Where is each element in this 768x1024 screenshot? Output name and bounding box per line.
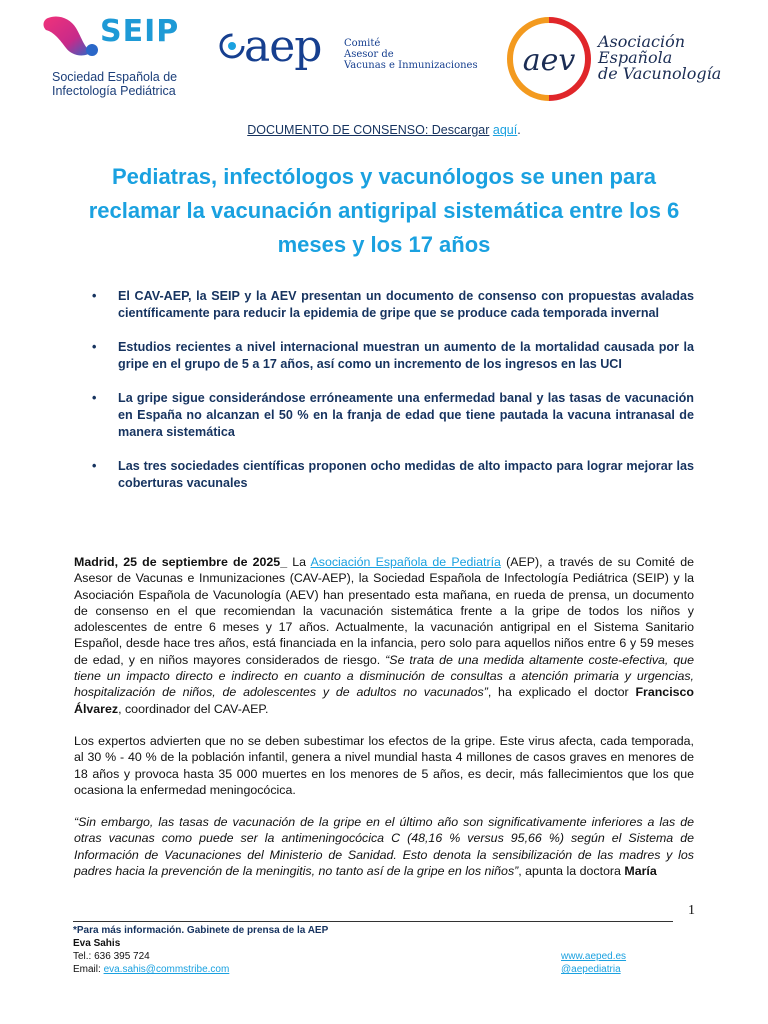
key-point: • La gripe sigue considerándose erróneamente una enfermedad banal y las tasas de vacunación en España no alcanzan el 50 % en la franja de edad que tiene pautada la vacuna intranasal de manera sistemática <box>92 390 694 441</box>
press-contact-heading: *Para más información. Gabinete de prensa de la AEP <box>73 925 329 936</box>
key-point: • Las tres sociedades científicas proponen ocho medidas de alto impacto para lograr mejorar las coberturas vacunales <box>92 458 694 492</box>
header-logos <box>0 0 768 110</box>
contact-name: Eva Sahis <box>73 938 121 949</box>
aep-subtitle: Comité Asesor de Vacunas e Inmunizaciones <box>344 38 478 71</box>
social-handle-link[interactable]: @aepediatria <box>561 964 621 975</box>
contact-email-row: Email: eva.sahis@commstribe.com @aepediatria <box>73 964 621 975</box>
quote-vaccination-rates: “Sin embargo, las tasas de vacunación de la gripe en el último año son significativamente inferiores a las de otras vacunas como puede ser la antimeningocócica C (48,16 % versus 95,66 %) según el Sistema de Información de Vacunaciones del Ministerio de Sanidad. Esto denota la sensibilización de las madres y los padres hacia la prevención de la meningitis, no tanto así de la gripe en los niños” <box>74 815 694 879</box>
aep-wordmark: aep <box>244 21 322 72</box>
aev-logo <box>504 14 744 104</box>
seip-logo <box>40 12 200 104</box>
consensus-download-line: DOCUMENTO DE CONSENSO: Descargar aquí. <box>247 123 521 137</box>
paragraph-1: Madrid, 25 de septiembre de 2025_ La Asociación Española de Pediatría (AEP), a través de su Comité de Asesor de Vacunas e Inmunizaciones (CAV-AEP), la Sociedad Española de Infectología Pediátrica (SEIP) y la Asociación Española de Vacunología (AEV) han presentado esta mañana, en rueda de prensa, un documento de consenso en el que recomiendan la vacunación sistemática frente a la gripe de todos los niños y adolescentes de entre 6 meses y 17 años. Actualmente, la vacunación antigripal en el Sistema Sanitario Español, desde hace tres años, está financiada en la infancia, pero solo para aquellos niños entre 6 y 59 meses de edad, y en niños mayores considerados de riesgo. “Se trata de una medida altamente coste-efectiva, que tiene un impacto directo e indirecto en cuanto a disminución de consultas a atención primaria y urgencias, hospitalización de niños, de adolescentes y de adultos no vacunados”, ha explicado el doctor Francisco Álvarez, coordinador del CAV-AEP. <box>74 555 694 716</box>
press-contact-footer <box>73 924 673 976</box>
dateline: Madrid, 25 de septiembre de 2025_ <box>74 555 288 569</box>
aev-emblem-icon <box>504 14 594 104</box>
doctor-name: María <box>624 864 657 879</box>
email-link[interactable]: eva.sahis@commstribe.com <box>103 964 230 975</box>
headline: Pediatras, infectólogos y vacunólogos se unen para reclamar la vacunación antigripal sistemática entre los 6 meses y los 17 años <box>88 164 680 257</box>
website-link[interactable]: www.aeped.es <box>561 951 627 962</box>
seip-subtitle: Sociedad Española de Infectología Pediátrica <box>52 70 178 98</box>
seip-emblem-icon <box>40 12 100 62</box>
key-point: • El CAV-AEP, la SEIP y la AEV presentan un documento de consenso con propuestas avaladas científicamente para reducir la epidemia de gripe que se produce cada temporada invernal <box>92 288 694 322</box>
article-body <box>74 554 694 895</box>
download-link[interactable]: aquí <box>492 123 518 137</box>
aep-logo <box>218 22 508 82</box>
paragraph-3: “Sin embargo, las tasas de vacunación de la gripe en el último año son significativamente inferiores a las de otras vacunas como puede ser la antimeningocócica C (48,16 % versus 95,66 %) según el Sistema de Información de Vacunaciones del Ministerio de Sanidad. Esto denota la sensibilización de las madres y los padres hacia la prevención de la meningitis, no tanto así de la gripe en los niños”, apunta la doctora María <box>74 815 694 879</box>
paragraph-2: Los expertos advierten que no se deben subestimar los efectos de la gripe. Este virus afecta, cada temporada, al 30 % - 40 % de la población infantil, genera a nivel mundial hasta 4 millones de casos graves en menores de 18 años y provoca hasta 35 000 muertes en los menores de 5 años, es decir, más fallecimientos que los que ocasiona la enfermedad meningocócica. <box>74 733 694 797</box>
contact-phone-row: Tel.: 636 395 724 www.aeped.es <box>73 951 627 962</box>
page-number: 1 <box>688 903 695 918</box>
aep-link[interactable]: Asociación Española de Pediatría <box>310 555 501 569</box>
key-points-list <box>92 288 694 509</box>
aev-name: Asociación Española de Vacunología <box>598 32 722 83</box>
svg-text:aev: aev <box>522 43 576 78</box>
key-point: • Estudios recientes a nivel internacional muestran un aumento de la mortalidad causada por la gripe en el grupo de 5 a 17 años, así como un incremento de los ingresos en las UCI <box>92 339 694 373</box>
seip-wordmark: SEIP <box>100 14 180 49</box>
consensus-label: DOCUMENTO DE CONSENSO: Descargar <box>247 123 490 137</box>
aep-emblem-icon <box>218 32 246 60</box>
quote-alvarez: “Se trata de una medida altamente coste-efectiva, que tiene un impacto directo e indirecto en cuanto a disminución de consultas a atención primaria y urgencias, hospitalización de niños, de adolescentes y de adultos no vacunados” <box>74 652 694 700</box>
footer-divider <box>73 921 673 922</box>
doctor-name: Francisco Álvarez <box>74 685 694 716</box>
